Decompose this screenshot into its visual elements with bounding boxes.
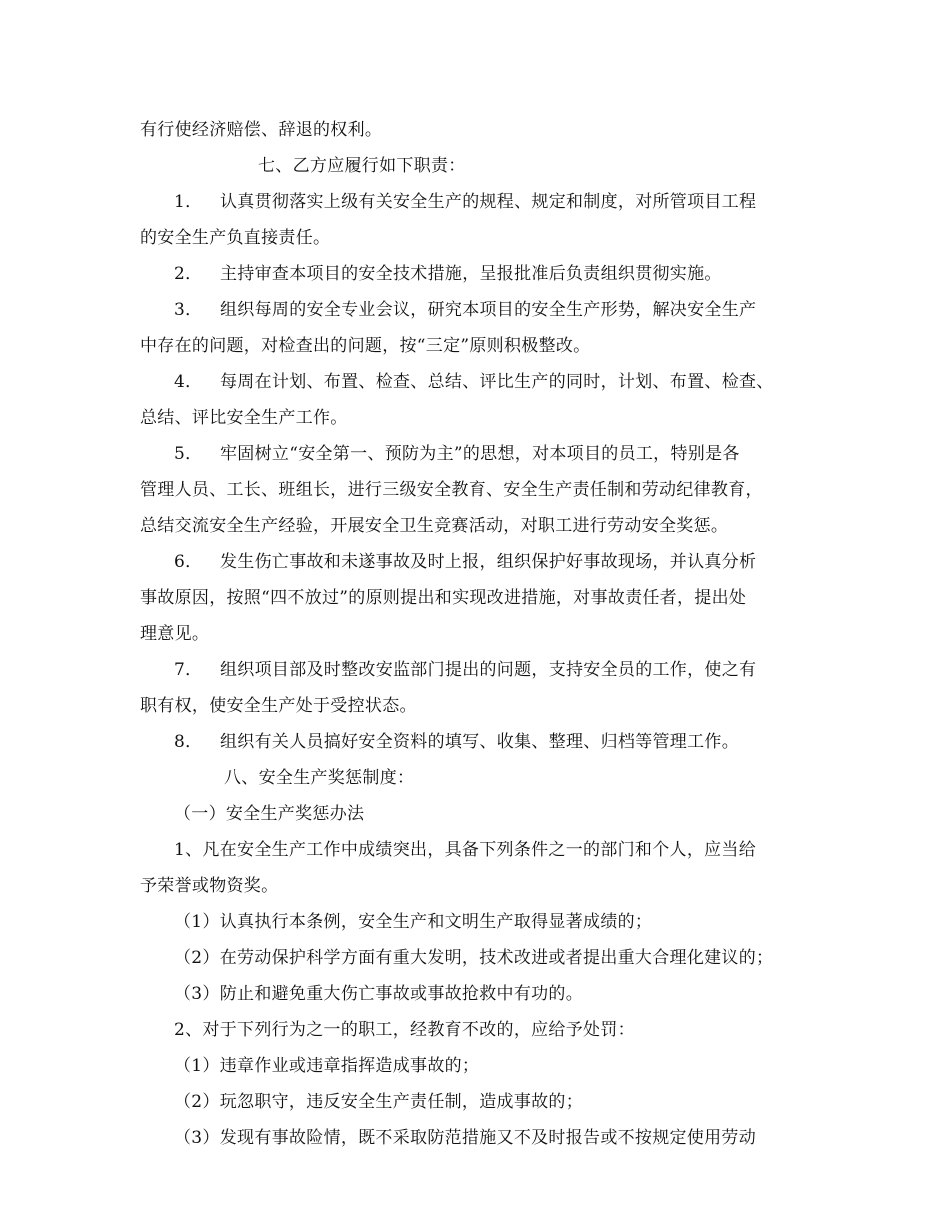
list-item — [174, 298, 756, 322]
item-number: 8． — [174, 732, 203, 752]
item-text: 每周在计划、布置、检查、总结、评比生产的同时，计划、布置、检查、 — [220, 372, 774, 392]
item-text: 组织项目部及时整改安监部门提出的问题，支持安全员的工作，使之有 — [220, 660, 757, 680]
sub-item: （1）认真执行本条例，安全生产和文明生产取得显著成绩的； — [174, 912, 653, 932]
list-item — [174, 658, 756, 682]
text-line: 总结、评比安全生产工作。 — [140, 408, 348, 428]
list-item — [174, 262, 722, 286]
item-number: 1． — [174, 192, 203, 212]
text-line: 事故原因，按照“四不放过”的原则提出和实现改进措施，对事故责任者，提出处 — [140, 588, 747, 608]
item-number: 6． — [174, 552, 203, 572]
item-number: 5． — [174, 444, 203, 464]
item-text: 主持审查本项目的安全技术措施，呈报批准后负责组织贯彻实施。 — [220, 264, 722, 284]
text-line: 有行使经济赔偿、辞退的权利。 — [140, 120, 383, 140]
subsection-heading: （一）安全生产奖惩办法 — [174, 804, 365, 824]
item-text: 组织每周的安全专业会议，研究本项目的安全生产形势，解决安全生产 — [220, 300, 757, 320]
item-text: 牢固树立“安全第一、预防为主”的思想，对本项目的员工，特别是各 — [220, 444, 740, 464]
text-line: 职有权，使安全生产处于受控状态。 — [140, 696, 417, 716]
sub-item: （1）违章作业或违章指挥造成事故的； — [174, 1056, 480, 1076]
item-text: 发生伤亡事故和未遂事故及时上报，组织保护好事故现场，并认真分析 — [220, 552, 757, 572]
text-line: 1、凡在安全生产工作中成绩突出，具备下列条件之一的部门和个人，应当给 — [174, 840, 757, 860]
text-line: 理意见。 — [140, 624, 210, 644]
text-line: 总结交流安全生产经验，开展安全卫生竞赛活动，对职工进行劳动安全奖惩。 — [140, 516, 729, 536]
sub-item: （2）在劳动保护科学方面有重大发明，技术改进或者提出重大合理化建议的； — [174, 948, 774, 968]
item-number: 2． — [174, 264, 203, 284]
list-item — [174, 730, 739, 754]
text-line: 的安全生产负直接责任。 — [140, 228, 331, 248]
list-item — [174, 190, 756, 214]
list-item — [174, 550, 756, 574]
item-text: 组织有关人员搞好安全资料的填写、收集、整理、归档等管理工作。 — [220, 732, 739, 752]
item-number: 4． — [174, 372, 203, 392]
item-text: 认真贯彻落实上级有关安全生产的规程、规定和制度，对所管项目工程 — [220, 192, 757, 212]
item-number: 7． — [174, 660, 203, 680]
text-line: 2、对于下列行为之一的职工，经教育不改的，应给予处罚： — [174, 1020, 635, 1040]
list-item — [174, 442, 740, 466]
section-heading: 七、乙方应履行如下职责： — [258, 156, 466, 176]
list-item — [174, 370, 774, 394]
sub-item: （3）发现有事故险情，既不采取防范措施又不及时报告或不按规定使用劳动 — [174, 1128, 757, 1148]
item-number: 3． — [174, 300, 203, 320]
sub-item: （2）玩忽职守，违反安全生产责任制，造成事故的； — [174, 1092, 584, 1112]
text-line: 管理人员、工长、班组长，进行三级安全教育、安全生产责任制和劳动纪律教育， — [140, 480, 763, 500]
text-line: 中存在的问题，对检查出的问题，按“三定”原则积极整改。 — [140, 336, 591, 356]
section-heading: 八、安全生产奖惩制度： — [224, 768, 415, 788]
text-line: 予荣誉或物资奖。 — [140, 876, 279, 896]
sub-item: （3）防止和避免重大伤亡事故或事故抢救中有功的。 — [174, 984, 584, 1004]
